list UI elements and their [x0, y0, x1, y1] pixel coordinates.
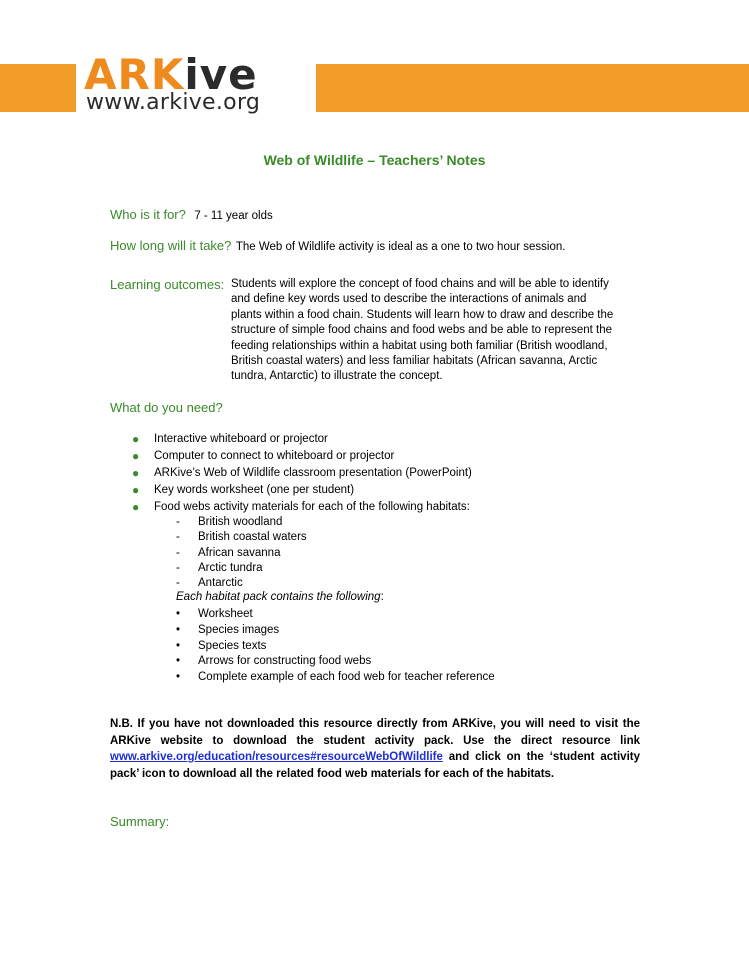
pack-intro: Each habitat pack contains the following: [176, 591, 384, 603]
pack-item: • Worksheet [176, 607, 495, 623]
lo-line: plants within a food chain. Students will learn how to draw and describe the [231, 308, 614, 321]
habitat-item: - British woodland [176, 516, 283, 528]
needs-list [132, 432, 472, 517]
lo-line: British coastal waters) and less familiar habitats (African savanna, Arctic [231, 355, 598, 368]
who-row [110, 206, 273, 224]
header-band-left [0, 64, 76, 112]
page-title: Web of Wildlife – Teachers’ Notes [263, 152, 486, 168]
list-item: ● Food webs activity materials for each of the following habitats: [132, 500, 470, 514]
list-item: ● ARKive’s Web of Wildlife classroom presentation (PowerPoint) [132, 466, 472, 480]
lo-line: structure of simple food chains and food webs and be able to represent the [231, 324, 613, 337]
who-value: 7 - 11 year olds [194, 210, 273, 222]
lo-line: feeding relationships within a habitat using both familiar (British woodland, [231, 339, 608, 352]
logo-wordmark: ARKive [84, 50, 258, 99]
lo-line: tundra, Antarctic) to illustrate the concept. [231, 370, 443, 383]
how-long-value: The Web of Wildlife activity is ideal as a one to two hour session. [235, 241, 566, 253]
logo-url: www.arkive.org [86, 90, 261, 115]
bullet-icon: • [176, 608, 181, 620]
habitat-item: - African savanna [176, 546, 281, 559]
nb-paragraph: N.B. If you have not downloaded this resource directly from ARKive, you will need to visit the ARKive website to download the student activity pack. Use the direct resource link www.arkive.org/education/resources#resourceWebOfWildlife and click on the ‘student activity pack’ icon to download all the related food web materials for each of the habitats. [110, 718, 640, 780]
pack-item: • Arrows for constructing food webs [176, 654, 495, 670]
list-item: ● Interactive whiteboard or projector [132, 432, 328, 446]
habitats-list [176, 515, 307, 591]
how-long-row [110, 237, 565, 255]
resource-link[interactable]: www.arkive.org/education/resources#resourceWebOfWildlife [110, 751, 443, 763]
pack-item: • Species images [176, 623, 495, 639]
habitat-item: - British coastal waters [176, 531, 307, 544]
learning-outcomes-label: Learning outcomes: [110, 277, 225, 292]
summary-label: Summary: [110, 814, 170, 829]
list-item: ● Computer to connect to whiteboard or projector [132, 449, 395, 463]
bullet-icon: • [176, 671, 181, 684]
bullet-icon: ● [132, 500, 140, 514]
habitat-item: - Antarctic [176, 577, 243, 590]
bullet-icon: • [176, 623, 181, 636]
list-item: ● Key words worksheet (one per student) [132, 483, 355, 497]
what-do-you-need-label: What do you need? [110, 400, 223, 415]
bullet-icon: ● [132, 449, 140, 463]
pack-item: • Complete example of each food web for teacher reference [176, 670, 495, 686]
who-label: Who is it for? [110, 207, 186, 222]
pack-items-list [176, 607, 495, 686]
bullet-icon: ● [132, 483, 140, 497]
bullet-icon: ● [132, 432, 140, 446]
bullet-icon: ● [132, 466, 140, 480]
learning-outcomes-text [231, 277, 651, 385]
arkive-logo[interactable] [84, 52, 310, 122]
header-band-right [316, 64, 749, 112]
habitat-item: - Arctic tundra [176, 561, 263, 574]
how-long-label: How long will it take? [110, 238, 232, 253]
bullet-icon: • [176, 639, 181, 652]
lo-line: Students will explore the concept of food chains and will be able to identify [231, 278, 609, 290]
lo-line: and define key words used to describe the interactions of animals and [231, 293, 587, 306]
pack-item: • Species texts [176, 639, 495, 655]
bullet-icon: • [176, 655, 181, 668]
